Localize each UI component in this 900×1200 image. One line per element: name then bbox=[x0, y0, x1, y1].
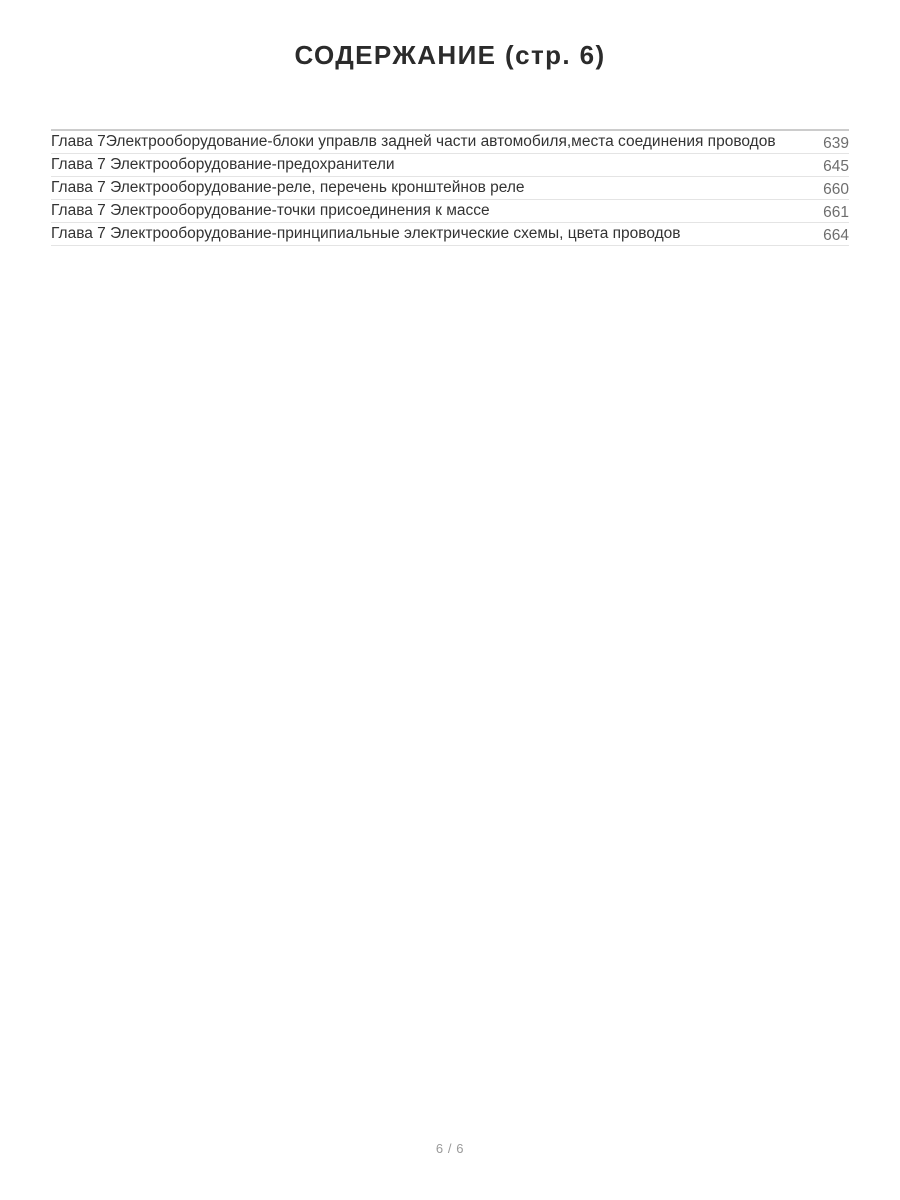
toc-entry-title: Глава 7 Электрооборудование-принципиальные электрические схемы, цвета проводов bbox=[51, 225, 681, 243]
toc-entry-page-number: 661 bbox=[823, 204, 849, 222]
toc-entry-page-number: 664 bbox=[823, 227, 849, 245]
toc-entry-title: Глава 7 Электрооборудование-предохранители bbox=[51, 156, 395, 174]
toc-entry-page-number: 660 bbox=[823, 181, 849, 199]
table-row[interactable] bbox=[51, 177, 849, 200]
toc-entry-title: Глава 7 Электрооборудование-точки присоединения к массе bbox=[51, 202, 490, 220]
toc-entry-page-number: 645 bbox=[823, 158, 849, 176]
page-body-spacer bbox=[0, 246, 900, 1141]
table-row[interactable] bbox=[51, 154, 849, 177]
toc-entry-page-number: 639 bbox=[823, 135, 849, 153]
toc-table-body bbox=[51, 131, 849, 246]
toc-table bbox=[51, 131, 849, 246]
toc-entry-title: Глава 7 Электрооборудование-реле, перечень кронштейнов реле bbox=[51, 179, 525, 197]
table-of-contents bbox=[51, 71, 849, 246]
page-title: СОДЕРЖАНИЕ (стр. 6) bbox=[294, 40, 606, 70]
table-row[interactable] bbox=[51, 131, 849, 154]
table-row[interactable] bbox=[51, 223, 849, 246]
footer-pagination: 6 / 6 bbox=[435, 1141, 465, 1156]
table-row[interactable] bbox=[51, 200, 849, 223]
toc-entry-title: Глава 7Электрооборудование-блоки управлв задней части автомобиля,места соединения проводов bbox=[51, 133, 776, 151]
